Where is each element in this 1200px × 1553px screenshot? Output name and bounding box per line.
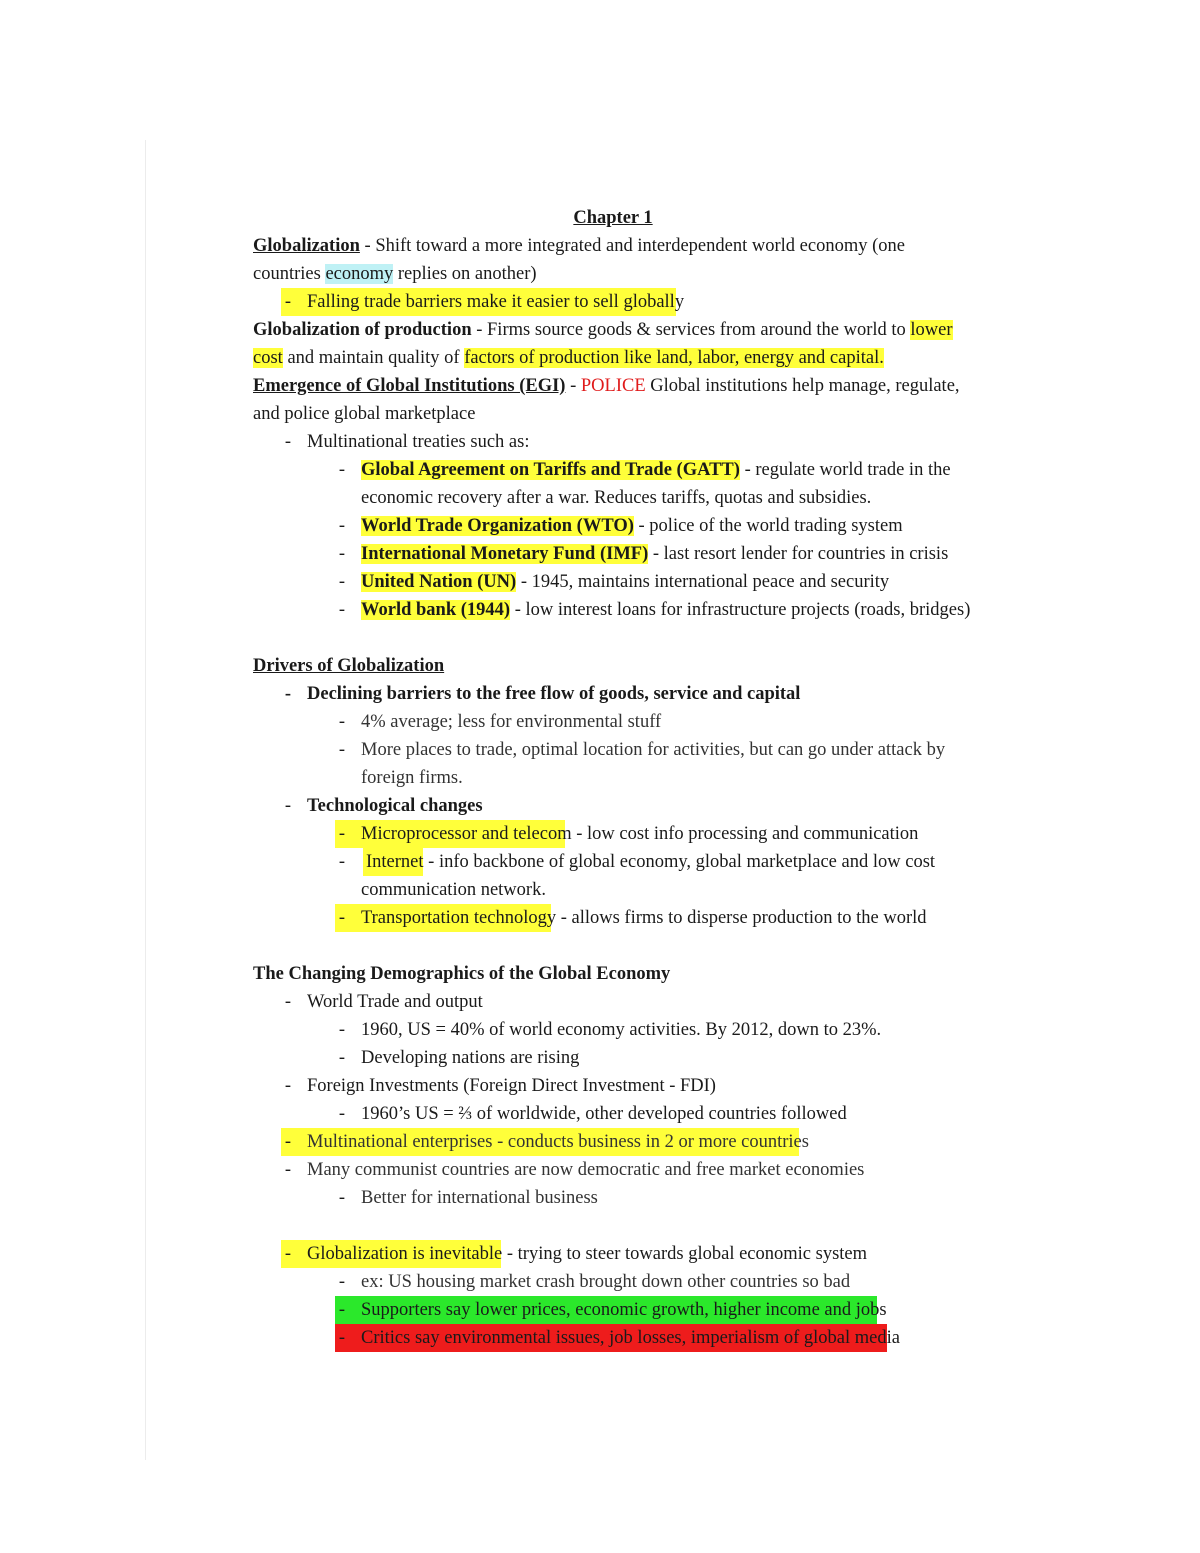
bullet-text: Falling trade barriers make it easier to sell globally (307, 292, 685, 312)
economy-highlight: economy (325, 264, 394, 284)
treaty-name: International Monetary Fund (IMF) (361, 544, 649, 564)
treaty-name: World bank (1944) (361, 600, 511, 620)
factors-highlight: factors of production like land, labor, energy and capital. (464, 348, 884, 368)
barriers-cont: foreign firms. (361, 768, 463, 788)
bullet-dash: - (338, 852, 346, 872)
bullet-dash: - (284, 1244, 292, 1264)
drivers-heading (253, 652, 973, 680)
demographics-heading (253, 960, 973, 988)
trade-subitem-text: Developing nations are rising (361, 1048, 580, 1068)
supporters-text: Supporters say lower prices, economic growth, higher income and jobs (361, 1300, 887, 1320)
egi-term: Emergence of Global Institutions (EGI) (253, 376, 566, 396)
bullet-dash: - (338, 1048, 346, 1068)
treaty-item (253, 540, 973, 568)
bullet-dash: - (338, 1300, 346, 1320)
bullet-dash: - (338, 1020, 346, 1040)
bullet-dash: - (338, 1188, 346, 1208)
trade-subitem (253, 1044, 973, 1072)
production-line-2 (253, 344, 973, 372)
treaty-name: United Nation (UN) (361, 572, 517, 592)
critics-text: Critics say environmental issues, job losses, imperialism of global media (361, 1328, 900, 1348)
fdi-label: Foreign Investments (Foreign Direct Investment - FDI) (307, 1076, 716, 1096)
inevitable-desc: - trying to steer towards global economic system (502, 1244, 868, 1264)
communist-subitem-text: Better for international business (361, 1188, 598, 1208)
trade-subitem-text: 1960, US = 40% of world economy activities. By 2012, down to 23%. (361, 1020, 882, 1040)
bullet-dash: - (284, 1132, 292, 1152)
critics-item (253, 1324, 973, 1352)
treaty-desc: - last resort lender for countries in crisis (648, 544, 949, 564)
bullet-dash: - (338, 460, 346, 480)
treaty-cont: economic recovery after a war. Reduces tariffs, quotas and subsidies. (361, 488, 872, 508)
barriers-subitem (253, 708, 973, 736)
mne-item (253, 1128, 973, 1156)
barriers-item (253, 680, 973, 708)
tech-subitem (253, 820, 973, 848)
bullet-dash: - (284, 292, 292, 312)
production-line-1 (253, 316, 973, 344)
globalization-bullet (253, 288, 973, 316)
transport-desc: - allows firms to disperse production to the world (556, 908, 927, 928)
supporters-item (253, 1296, 973, 1324)
internet-name: Internet (366, 852, 424, 872)
globalization-def-2c: replies on another) (393, 264, 537, 284)
treaties-label (253, 428, 973, 456)
bullet-dash: - (338, 712, 346, 732)
tech-subitem (253, 904, 973, 932)
bullet-dash: - (338, 600, 346, 620)
transport-name: Transportation technology (361, 908, 557, 928)
internet-continuation (253, 876, 973, 904)
globalization-def-2a: countries (253, 264, 326, 284)
egi-line-2 (253, 400, 973, 428)
treaty-desc: - low interest loans for infrastructure projects (roads, bridges) (510, 600, 971, 620)
tech-subitem (253, 848, 973, 876)
tech-label: Technological changes (307, 796, 483, 816)
barriers-subitem-text: 4% average; less for environmental stuff (361, 712, 662, 732)
treaty-name: World Trade Organization (WTO) (361, 516, 634, 536)
egi-sep: - (565, 376, 581, 396)
bullet-dash: - (284, 1076, 292, 1096)
globalization-definition-line-1 (253, 232, 973, 260)
internet-desc: - info backbone of global economy, global marketplace and low cost (423, 852, 936, 872)
bullet-dash: - (338, 824, 346, 844)
production-def-1a: - Firms source goods & services from around the world to (471, 320, 911, 340)
treaty-item (253, 596, 973, 624)
drivers-heading-text: Drivers of Globalization (253, 656, 445, 676)
micro-name: Microprocessor and telecom (361, 824, 572, 844)
globalization-definition-line-2 (253, 260, 973, 288)
bullet-dash: - (338, 572, 346, 592)
chapter-title (253, 204, 973, 232)
treaty-continuation (253, 484, 973, 512)
egi-def-2: and police global marketplace (253, 404, 476, 424)
lower-highlight: lower (910, 320, 953, 340)
trade-label: World Trade and output (307, 992, 483, 1012)
police-text: POLICE (580, 376, 646, 396)
bullet-dash: - (338, 544, 346, 564)
barriers-subitem-text: More places to trade, optimal location for activities, but can go under attack by (361, 740, 946, 760)
barriers-continuation (253, 764, 973, 792)
example-text: ex: US housing market crash brought down other countries so bad (361, 1272, 851, 1292)
globalization-def-1: - Shift toward a more integrated and interdependent world economy (one (359, 236, 905, 256)
bullet-dash: - (338, 516, 346, 536)
communist-text: Many communist countries are now democratic and free market economies (307, 1160, 865, 1180)
demographics-heading-text: The Changing Demographics of the Global Economy (253, 964, 671, 984)
bullet-dash: - (338, 1272, 346, 1292)
inevitable-name: Globalization is inevitable (307, 1244, 503, 1264)
treaty-desc: - police of the world trading system (633, 516, 903, 536)
inevitable-example (253, 1268, 973, 1296)
treaty-name: Global Agreement on Tariffs and Trade (GATT) (361, 460, 740, 480)
treaty-item (253, 568, 973, 596)
bullet-dash: - (338, 1328, 346, 1348)
barriers-subitem (253, 736, 973, 764)
egi-def-1: Global institutions help manage, regulate, (645, 376, 960, 396)
bullet-dash: - (338, 740, 346, 760)
bullet-dash: - (284, 684, 292, 704)
fdi-subitem (253, 1100, 973, 1128)
cost-highlight: cost (253, 348, 283, 368)
page-edge (145, 140, 146, 1460)
inevitable-item (253, 1240, 973, 1268)
micro-desc: - low cost info processing and communication (571, 824, 919, 844)
bullet-dash: - (284, 432, 292, 452)
fdi-item (253, 1072, 973, 1100)
fdi-subitem-text: 1960’s US = ⅔ of worldwide, other developed countries followed (361, 1104, 847, 1124)
bullet-dash: - (338, 1104, 346, 1124)
tech-item (253, 792, 973, 820)
treaty-desc: - regulate world trade in the (739, 460, 951, 480)
communist-subitem (253, 1184, 973, 1212)
trade-subitem (253, 1016, 973, 1044)
bullet-dash: - (284, 992, 292, 1012)
egi-line-1 (253, 372, 973, 400)
production-def-2b: and maintain quality of (282, 348, 465, 368)
internet-cont: communication network. (361, 880, 546, 900)
mne-text: Multinational enterprises - conducts business in 2 or more countries (307, 1132, 809, 1152)
trade-item (253, 988, 973, 1016)
treaty-item (253, 456, 973, 484)
communist-item (253, 1156, 973, 1184)
bullet-dash: - (284, 796, 292, 816)
notes-document (253, 204, 973, 1352)
treaty-desc: - 1945, maintains international peace and security (516, 572, 890, 592)
chapter-title-text: Chapter 1 (573, 208, 653, 228)
bullet-dash: - (338, 908, 346, 928)
treaty-item (253, 512, 973, 540)
bullet-dash: - (284, 1160, 292, 1180)
treaties-label-text: Multinational treaties such as: (307, 432, 530, 452)
barriers-label: Declining barriers to the free flow of goods, service and capital (307, 684, 801, 704)
production-term: Globalization of production (253, 320, 472, 340)
globalization-term: Globalization (253, 236, 360, 256)
